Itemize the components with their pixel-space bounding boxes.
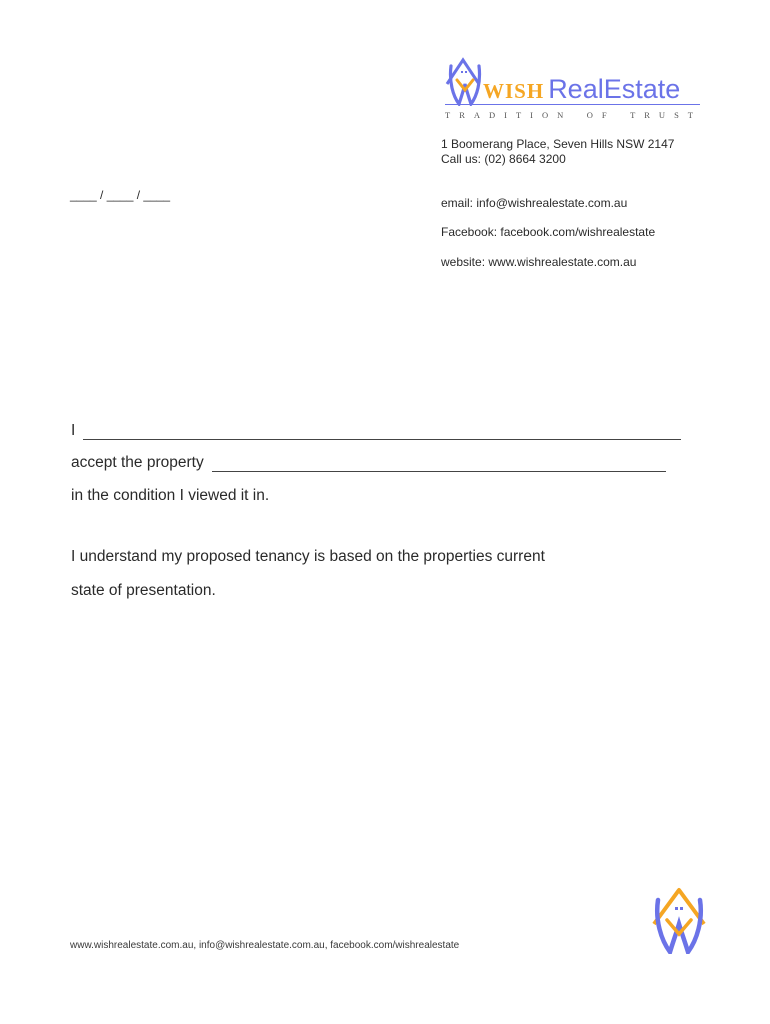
email-text: email: info@wishrealestate.com.au [441,196,628,210]
phone-text: Call us: (02) 8664 3200 [441,152,566,166]
property-line [71,454,666,472]
logo-tagline-word: OF [586,110,616,120]
logo-house-icon [443,54,487,106]
logo-word-primary: WISH [483,79,545,103]
property-prefix: accept the property [71,454,204,471]
name-line [71,422,681,440]
logo-tagline-word: TRUST [630,110,702,120]
logo-word-secondary: RealEstate [548,74,681,104]
facebook-text: Facebook: facebook.com/wishrealestate [441,225,656,239]
logo-tagline [445,110,702,120]
condition-text: in the condition I viewed it in. [71,487,270,504]
company-logo [443,54,703,124]
name-prefix: I [71,422,76,439]
footer-logo-icon [648,884,710,954]
understanding-text: I understand my proposed tenancy is based on the properties current [71,548,545,565]
address-text: 1 Boomerang Place, Seven Hills NSW 2147 [441,137,675,151]
date-field[interactable]: ____ / ____ / ____ [70,188,171,202]
website-text: website: www.wishrealestate.com.au [441,255,637,269]
property-field[interactable] [212,457,666,472]
logo-divider [445,104,700,105]
logo-tagline-word: TRADITION [445,110,573,120]
logo-wordmark [483,76,680,103]
presentation-text: state of presentation. [71,582,216,599]
name-field[interactable] [83,425,681,440]
footer-contact: www.wishrealestate.com.au, info@wishrealestate.com.au, facebook.com/wishrealestate [70,940,460,951]
